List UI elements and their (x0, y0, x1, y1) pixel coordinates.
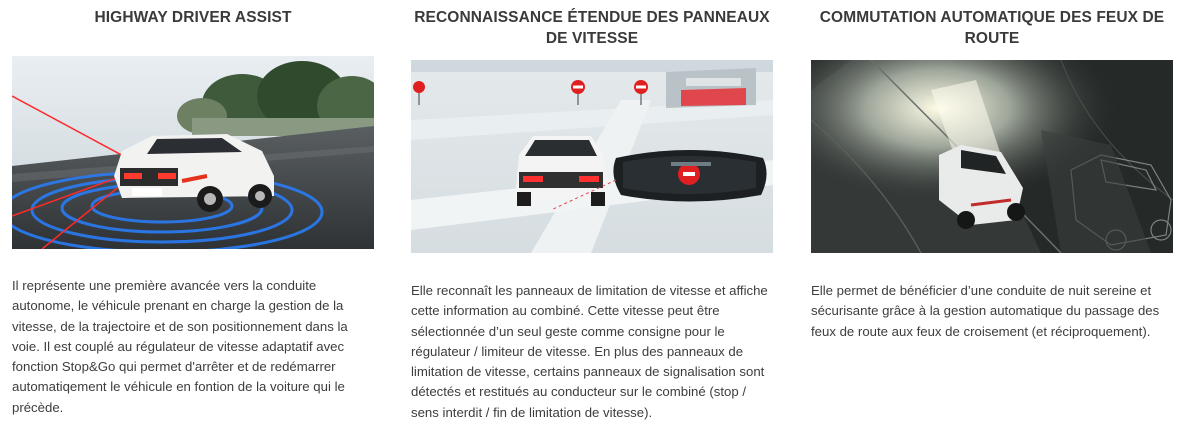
feature-title: COMMUTATION AUTOMATIQUE DES FEUX DE ROUTE (819, 9, 1165, 47)
auto-high-beam-image (811, 60, 1173, 253)
feature-description: Il représente une première avancée vers la conduite autonome, le véhicule prenant en charge la gestion de la vitesse, de la trajectoire et de son positionnement dans la voie. Il est couplé au régulateur de vitesse adaptatif avec fonction Stop&Go qui permet d'arrêter et de redémarrer automatiqement le véhicule en fontion de la voiture qui le précède. (12, 278, 348, 415)
feature-description: Elle reconnaît les panneaux de limitation de vitesse et affiche cette information au combiné. Cette vitesse peut être sélectionnée d’un seul geste comme consigne pour le régulateur / limiteur de vitesse. En plus des panneaux de limitation de vitesse, certains panneaux de signalisation sont détectés et restitués au conducteur sur le combiné (stop / sens interdit / fin de limitation de vitesse). (411, 283, 768, 420)
speed-sign-recognition-image (411, 60, 773, 253)
feature-speed-sign-recognition (411, 0, 773, 420)
highway-driver-assist-image (12, 56, 374, 249)
feature-title: HIGHWAY DRIVER ASSIST (94, 9, 292, 26)
feature-description: Elle permet de bénéficier d’une conduite de nuit sereine et sécurisante grâce à la gestion automatique du passage des feux de route aux feux de croisement (et réciproquement). (811, 283, 1160, 339)
feature-highway-driver-assist (12, 0, 374, 415)
feature-auto-high-beam (811, 0, 1173, 339)
feature-title: RECONNAISSANCE ÉTENDUE DES PANNEAUX DE VITESSE (414, 9, 770, 47)
